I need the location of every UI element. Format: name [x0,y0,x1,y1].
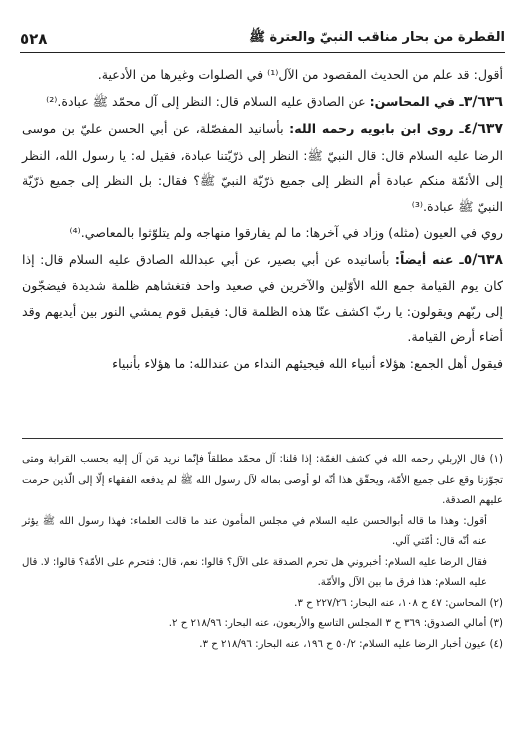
hadith-637 [22,116,503,219]
hadith-number: ٥/٦٣٨ [463,251,503,268]
hadith-source: ـ روى ابن بابويه رحمه الله: [289,121,464,136]
footnote-4: (٤) عيون أخبار الرضا عليه السلام: ٥٠/٢ ح ١٩٦، عنه البحار: ٢١٨/٩٦ ح ٣. [199,638,503,650]
hadith-text: بأسانيد المفصّلة، عن أبي الحسن عليّ بن موسى الرضا عليه السلام قال: قال النبيّ ﷺ: النظر إلى ذرّيّتنا عبادة، فقيل له: يا رسول الله، النظر إلى الأئمّة منكم عبادة أم النظر إلى جميع ذرّيّة النبيّ ﷺ؟ فقال: بل النظر إلى جميع ذرّيّة النبيّ ﷺ عبادة.⁽³⁾ [22,121,503,214]
hadith-source: ـ عنه أيضاً: [394,251,464,267]
hadith-text: بأسانيده عن أبي بصير، عن أبي عبدالله الصادق عليه السلام قال: إذا كان يوم القيامة جمع الله الأوّلين والآخرين في صعيد واحد فتغشاهم ظلمة شديدة فيضجّون إلى ربّهم ويقولون: يا ربّ اكشف عنّا هذه الظلمة قال: فيقبل قوم يمشي النور بين أيديهم وقد أضاء أرض القيامة. [22,251,503,344]
main-text [22,62,503,376]
hadith-636 [22,89,503,116]
paragraph-uyun: روي في العيون (مثله) وزاد في آخرها: ما لم يفارقوا منهاجه ولم يتلوّثوا بالمعاصي.⁽⁴⁾ [69,225,503,240]
footnote-2: (٢) المحاسن: ٤٧ ح ١٠٨، عنه البحار: ٢٢٧/٢٦ ح ٣. [294,597,503,609]
running-title: القطرة من بحار مناقب النبيّ والعترة ﷺ [249,30,505,45]
footnote-1-comment: أقول: وهذا ما قاله أبوالحسن عليه السلام في مجلس المأمون عند ما قالت العلماء: فهذا رسول الله ﷺ يؤثر عنه أنّه قال: أمّتي آلي. [22,515,487,547]
footnote-1: (١) قال الإربلي رحمه الله في كشف الغمّة: إذا قلنا: آل محمّد مطلقاً فإنّما نريد مَن آل إليه بحسب القرابة ومتى تجوّزنا وقع على جميع الأمّة، ويحقّق هذا أنّه لو أوصى بماله لآل رسول الله ﷺ لم يدفعه الفقهاء إلّا إلى الّذين حرمت عليهم الصدقة. [22,454,503,506]
footnotes [22,450,503,655]
footnote-divider [22,438,503,439]
hadith-number: ٤/٦٣٧ [463,121,503,137]
hadith-number: ٣/٦٣٦ [463,93,503,110]
hadith-text: عن الصادق عليه السلام قال: النظر إلى آل محمّد ﷺ عبادة.⁽²⁾ [46,93,370,109]
page-number: ٥٢٨ [20,30,48,48]
footnote-1-quote: فقال الرضا عليه السلام: أخبروني هل تحرم الصدقة على الآل؟ قالوا: نعم، قال: فتحرم على الأمّة؟ قالوا: لا. قال عليه السلام: هذا فرق ما بين الآل والأمّة. [22,556,487,588]
page-header [20,22,505,53]
footnote-3: (٣) أمالي الصدوق: ٣٦٩ ح ٣ المجلس التاسع والأربعون، عنه البحار: ٢١٨/٩٦ ح ٢. [168,618,503,629]
paragraph-continuation: فيقول أهل الجمع: هؤلاء أنبياء الله فيجيئهم النداء من عندالله: ما هؤلاء بأنبياء [112,355,503,371]
paragraph-intro: أقول: قد علم من الحديث المقصود من الآل⁽¹⁾ في الصلوات وغيرها من الأدعية. [97,67,503,82]
hadith-638 [22,247,503,350]
hadith-source: ـ في المحاسن: [369,93,464,109]
